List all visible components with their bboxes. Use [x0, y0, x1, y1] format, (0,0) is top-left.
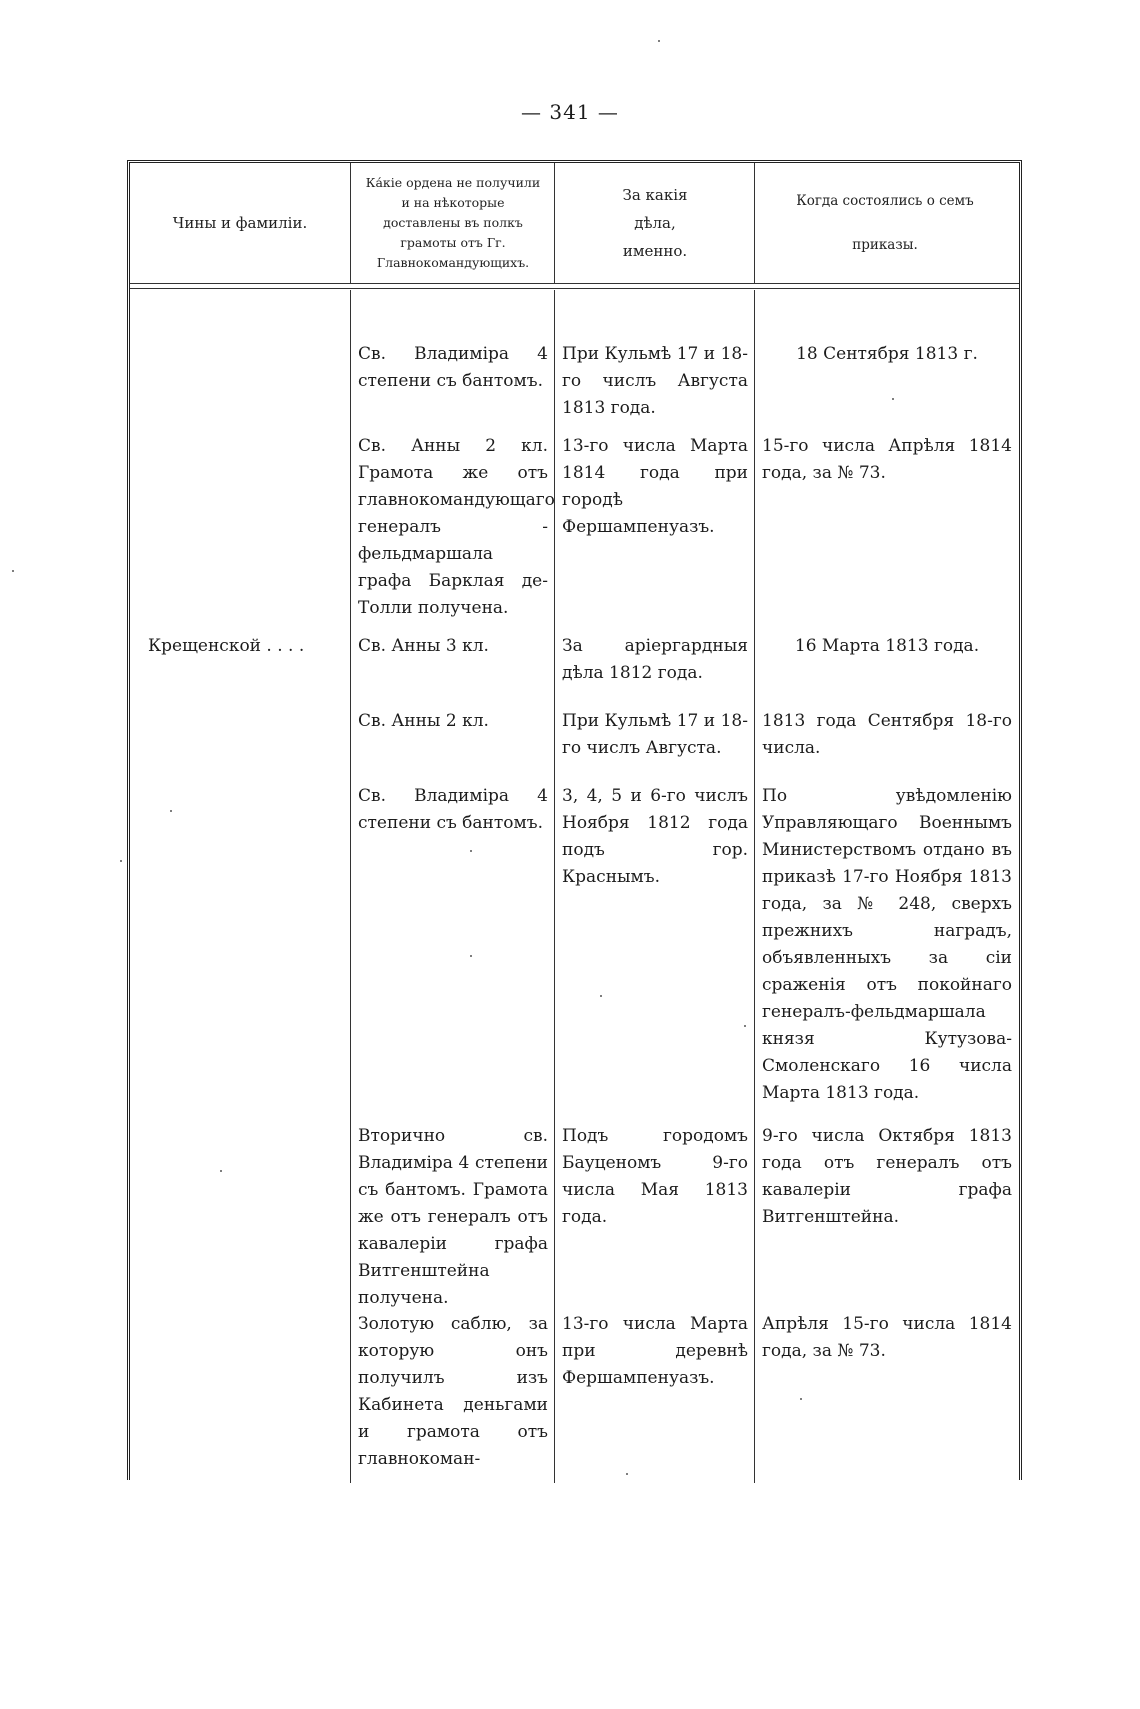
entry-deed: За аріергардныя дѣла 1812 года.: [562, 636, 748, 683]
scan-speck: [892, 398, 894, 400]
entry-award: Св. Анны 2 кл. Грамота же отъ главнокомандующаго генералъ - фельдмаршала графа Барклая де-Толли получена.: [358, 436, 555, 618]
scan-speck: [658, 40, 660, 42]
entry-order: Апрѣля 15-го числа 1814 года, за № 73.: [762, 1314, 1012, 1361]
scan-speck: [220, 1170, 222, 1172]
entry-order: 15-го числа Апрѣля 1814 года, за № 73.: [762, 436, 1012, 483]
scan-speck: [120, 860, 122, 862]
entry-order: 18 Сентября 1813 г.: [796, 344, 978, 364]
column-divider: [754, 290, 755, 1483]
column-divider: [350, 163, 351, 283]
entry-order: 9-го числа Октября 1813 года отъ генералъ отъ кавалеріи графа Витгенштейна.: [762, 1126, 1012, 1227]
column-divider: [554, 290, 555, 1483]
scan-speck: [470, 850, 472, 852]
entry-award: Св. Владиміра 4 степени съ бантомъ.: [358, 344, 548, 391]
scan-speck: [470, 955, 472, 957]
entry-order: 16 Марта 1813 года.: [794, 636, 980, 656]
scan-speck: [600, 995, 602, 997]
entry-deed: При Кульмѣ 17 и 18-го числъ Августа 1813 года.: [562, 344, 748, 418]
header-orders: Ка́кіе ордена не получили и на нѣкоторые доставлены въ полкъ грамоты отъ Гг. Главнокомандующихъ.: [365, 175, 541, 270]
entry-order: 1813 года Сентября 18-го числа.: [762, 711, 1012, 758]
entry-award: Золотую саблю, за которую онъ получилъ изъ Кабинета деньгами и грамота отъ главнокоман-: [358, 1314, 548, 1469]
column-divider: [754, 163, 755, 283]
scan-speck: [170, 810, 172, 812]
column-divider: [554, 163, 555, 283]
scan-speck: [12, 570, 14, 572]
entry-deed: 3, 4, 5 и 6-го числъ Ноября 1812 года подъ гор. Краснымъ.: [562, 786, 748, 887]
entry-award: Св. Анны 2 кл.: [358, 711, 489, 731]
entry-deed: 13-го числа Марта при деревнѣ Фершампенуазъ.: [562, 1314, 748, 1388]
entry-order: По увѣдомленію Управляющаго Военнымъ Министерствомъ отдано въ приказѣ 17-го Ноября 1813 года, за № 248, сверхъ прежнихъ наградъ, объявленныхъ за сіи сраженія отъ покойнаго генералъ-фельдмаршала князя Кутузова-Смоленскаго 16 числа Марта 1813 года.: [762, 786, 1012, 1103]
scan-speck: [800, 1398, 802, 1400]
header-ranks-names: Чины и фамиліи.: [172, 214, 308, 232]
column-divider: [350, 290, 351, 1483]
header-rule: [130, 283, 1019, 284]
header-orders-issued: Когда состоялись о семъ приказы.: [796, 193, 974, 253]
awards-table: [127, 160, 1022, 1480]
entry-deed: При Кульмѣ 17 и 18-го числъ Августа.: [562, 711, 748, 758]
entry-award: Св. Анны 3 кл.: [358, 636, 489, 656]
entry-deed: 13-го числа Марта 1814 года при городѣ Фершампенуазъ.: [562, 436, 748, 537]
scan-speck: [744, 1025, 746, 1027]
page-number: — 341 —: [521, 100, 619, 124]
scan-speck: [626, 1473, 628, 1475]
entry-award: Св. Владиміра 4 степени съ бантомъ.: [358, 786, 548, 833]
header-rule: [130, 288, 1019, 289]
person-name: Крещенской . . . .: [148, 636, 305, 656]
entry-deed: Подъ городомъ Бауценомъ 9-го числа Мая 1813 года.: [562, 1126, 748, 1227]
entry-award: Вторично св. Владиміра 4 степени съ бантомъ. Грамота же отъ генералъ отъ кавалеріи графа Витгенштейна получена.: [358, 1126, 548, 1308]
header-deeds: За какія дѣла, именно.: [622, 186, 688, 260]
